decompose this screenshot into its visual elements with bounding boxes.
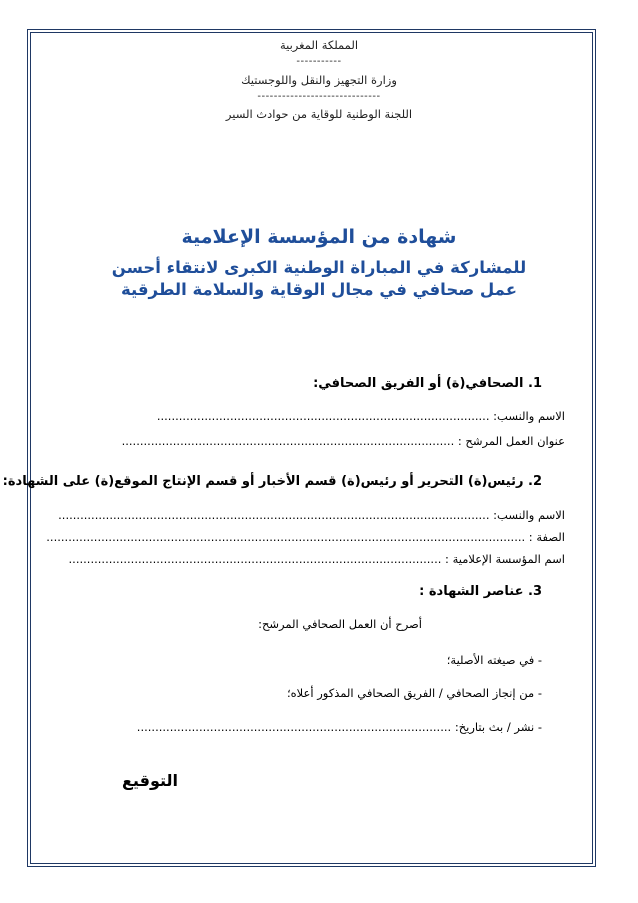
document-title: شهادة من المؤسسة الإعلامية — [181, 226, 457, 248]
page-border — [27, 29, 596, 867]
header-separator-1: ----------- — [296, 56, 342, 67]
section-2-heading: 2. رئيس(ة) التحرير أو رئيس(ة) قسم الأخبار أو قسم الإنتاج الموقع(ة) على الشهادة: — [2, 474, 542, 489]
header-committee: اللجنة الوطنية للوقاية من حوادث السير — [225, 107, 413, 121]
section-3-item-author: - من إنجاز الصحافي / الفريق الصحافي المذكور أعلاه؛ — [286, 686, 542, 700]
subtitle-line-2: عمل صحافي في مجال الوقاية والسلامة الطرقية — [121, 280, 517, 299]
section-3-heading: 3. عناصر الشهادة : — [419, 584, 542, 599]
section-2-outlet-field[interactable]: اسم المؤسسة الإعلامية : ...................................................................................................... — [68, 552, 565, 566]
section-2-name-field[interactable]: الاسم والنسب: ...................................................................................................................... — [58, 508, 565, 522]
section-3-intro: أصرح أن العمل الصحافي المرشح: — [258, 617, 422, 631]
section-1-name-field[interactable]: الاسم والنسب: ........................................................................................... — [156, 409, 565, 423]
header-separator-2: ------------------------------ — [257, 91, 381, 102]
section-1-address-field[interactable]: عنوان العمل المرشح : ........................................................................................... — [121, 434, 565, 448]
subtitle-line-1: للمشاركة في المباراة الوطنية الكبرى لانتقاء أحسن — [111, 258, 527, 277]
section-1-heading: 1. الصحافي(ة) أو الفريق الصحافي: — [313, 376, 542, 391]
header-kingdom: المملكة المغربية — [279, 38, 359, 52]
section-2-role-field[interactable]: الصفة : ................................................................................................................................... — [46, 530, 565, 544]
section-3-item-original: - في صيغته الأصلية؛ — [446, 653, 542, 667]
signature-label: التوقيع — [122, 771, 178, 790]
section-3-item-broadcast-date[interactable]: - نشر / بث بتاريخ: ...................................................................................... — [136, 720, 542, 734]
header-ministry: وزارة التجهيز والنقل واللوجستيك — [241, 73, 397, 87]
